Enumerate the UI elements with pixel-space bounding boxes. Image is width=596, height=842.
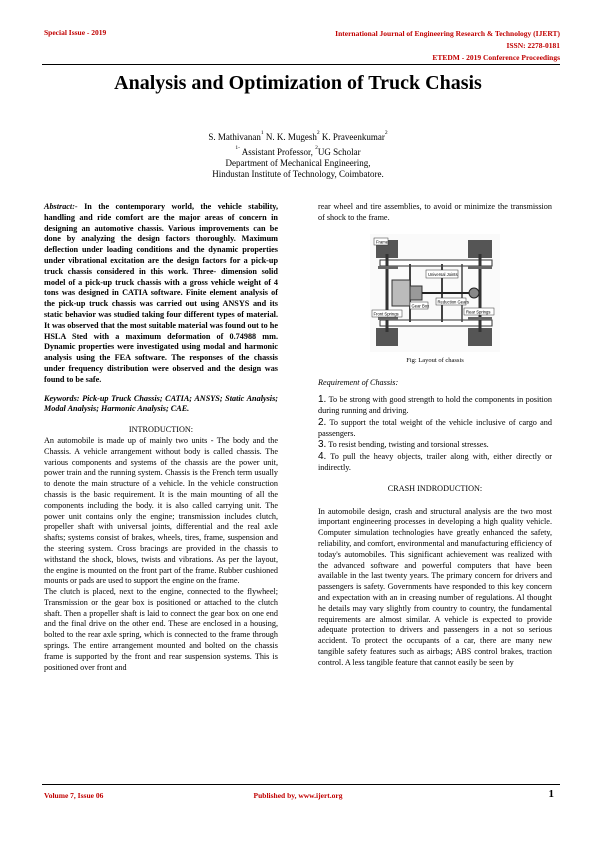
abstract-label: Abstract:-: [44, 202, 78, 211]
aff-sup-1: 1-: [235, 145, 240, 151]
header-issn: ISSN: 2278-0181: [506, 41, 560, 50]
header-conference: ETEDM - 2019 Conference Proceedings: [432, 53, 560, 62]
requirement-text-4: To pull the heavy objects, trailer along with, either directly or indirectly.: [318, 452, 552, 472]
author-1-sup: 1: [260, 130, 264, 136]
header-special-issue: Special Issue - 2019: [44, 28, 107, 37]
author-3-sup: 2: [384, 130, 388, 136]
crash-paragraph: In automobile design, crash and structural analysis are the two most important engineering processes in developing a high quality vehicle. Computer simulation technologies have greatly enhanced the safety, reliability, and comfort, environmental and manufacturing efficiency of today's automobiles. This significant achievement was realized with the advanced software and powerful computers that have been available in the last twenty years. The primary concern for drivers and passengers is safety. Governments have responded to this key concern and expectation with an in creasing number of regulations. Al thought he details may vary slightly from country to country, the fundamental requirements are almost similar. A vehicle is expected to provide adequate protection to drivers and passengers in a not so serious accident. To protect the occupants of a car, there are many new tangible safety features such as airbags; ABS control brakes, traction control. A less tangible feature that cannot easily be seen by: [318, 506, 552, 667]
chassis-layout-figure: [370, 234, 500, 352]
header-journal-block: [260, 28, 560, 64]
keywords: Keywords: Pick-up Truck Chassis; CATIA; ANSYS; Static Analysis; Modal Analysis; Harmonic Analysis; CAE.: [44, 393, 278, 414]
author-1: S. Mathivanan: [208, 132, 261, 142]
paper-title: Analysis and Optimization of Truck Chasis: [114, 72, 482, 94]
header-divider: [42, 64, 560, 65]
requirement-num-2: 2.: [318, 416, 327, 428]
label-gear-box: Gear Box: [411, 303, 430, 309]
requirement-text-1: To be strong with good strength to hold the components in position during running and driving.: [318, 395, 552, 415]
requirement-num-1: 1.: [318, 394, 327, 406]
author-2: N. K. Mugesh: [265, 132, 317, 142]
requirements-list: [318, 395, 552, 474]
author-2-sup: 2: [316, 130, 320, 136]
requirement-text-3: To resist bending, twisting and torsional stresses.: [326, 440, 489, 450]
requirement-item-4: [318, 452, 552, 474]
aff-role-2: UG Scholar: [317, 147, 361, 157]
label-rear-springs: Rear Springs: [466, 309, 491, 315]
right-column: [318, 202, 552, 669]
requirement-item-3: [318, 440, 552, 451]
author-3: K. Praveenkumar: [321, 132, 385, 142]
label-front-springs: Front Springs: [373, 311, 399, 317]
page-number: 1: [548, 788, 554, 800]
requirements-heading: Requirement of Chassis:: [318, 378, 399, 388]
label-frame: Frame: [376, 239, 389, 245]
chassis-drawing: [370, 234, 500, 352]
header-journal-name: International Journal of Engineering Research & Technology (IJERT): [335, 29, 560, 38]
requirement-item-2: [318, 418, 552, 440]
footer-divider: [42, 784, 560, 785]
abstract: [44, 202, 278, 386]
intro-paragraph-2-continued: rear wheel and tire assemblies, to avoid or minimize the transmission of shock to the frame.: [318, 202, 552, 222]
footer-publisher-link[interactable]: Published by, www.ijert.org: [253, 791, 343, 800]
author-department: Department of Mechanical Engineering,: [225, 158, 371, 168]
abstract-text: In the contemporary world, the vehicle stability, handling and ride comfort are the major areas of concern in designing an automotive chassis. Various improvements can be done by analyzing the design factors thoroughly. Maximum deflection under loading conditions and the dynamic properties under vibrational excitation are the design factors for a pick-up truck chassis considered in this work. Three- dimension solid model of a pick-up truck chassis with a gross vehicle weight of 4 tons was designed in CATIA software. Finite element analysis of the pick-up truck chassis was carried out using ANSYS and its static behavior was studied taking four different types of material. It was observed that the most suitable material was found out to he HSLA Sted with a maximum deformation of 0.74988 mm. Dynamic properties were investigated using modal and harmonic analysis using the FEA software. The responses of the chassis under frequency distribution were observed and the design was found to be safe.: [44, 202, 278, 384]
author-institute: Hindustan Institute of Technology, Coimbatore.: [212, 169, 384, 179]
intro-paragraph-2: The clutch is placed, next to the engine, connected to the flywheel; Transmission or the gear box is positioned or attached to the clutch shaft. Then a propeller shaft is laid to connect the gear box on one end and the final drive on the other end. These are enclosed in a housing, bolted to the rear axle spring, which is connected to the frame through springs. The entire arrangement mounted and bolted on the chassis frame is supported by the front and rear suspension systems. This is positioned over front and: [44, 587, 278, 672]
aff-role-1: Assistant Professor,: [239, 147, 316, 157]
label-reduction-gears: Reduction Gears: [437, 299, 469, 305]
frame-rail-bottom: [380, 320, 492, 326]
label-universal-joints: Universal Joints: [428, 271, 458, 277]
requirement-num-4: 4.: [318, 451, 327, 463]
intro-heading: INTRODUCTION:: [128, 425, 194, 435]
footer-volume: Volume 7, Issue 06: [44, 791, 104, 800]
author-names: [0, 128, 596, 143]
requirement-item-1: [318, 395, 552, 417]
requirement-text-2: To support the total weight of the vehicle inclusive of cargo and passengers.: [318, 417, 552, 438]
author-affiliation-roles: [0, 143, 596, 158]
left-column: [44, 202, 278, 673]
figure-caption: Fig: Layout of chassis: [406, 356, 464, 364]
crash-heading: CRASH INDRODUCTION:: [387, 483, 483, 493]
frame-rail-top: [380, 260, 492, 266]
aff-sup-2: 2: [315, 145, 318, 151]
requirement-num-3: 3.: [318, 439, 327, 451]
author-block: [0, 128, 596, 180]
intro-paragraph-1: An automobile is made up of mainly two units - The body and the Chassis. A vehicle arrangement without body is called chassis. The various components and systems of the chassis are the power unit, power train and the running system. Chassis is the French term usually to denote the main structure of a vehicle. In the vehicle construction chassis is the basic requirement. It is the main mounting of all the components including the body. it is also called carrying unit. The power unit contains only the engine; transmission includes clutch, propeller shaft with universal joints, differential and the real axle shafts; systems consist of brakes, wheels, tires, frame, suspension and the steering system. Cross bracings are provided in the chassis to withstand the shock, blows, twists and vibrations. As per the layout, the engine is mounted on the front part of the frame. Rubber cushioned mounts or pads are used to support the engine on the frame.: [44, 435, 278, 586]
